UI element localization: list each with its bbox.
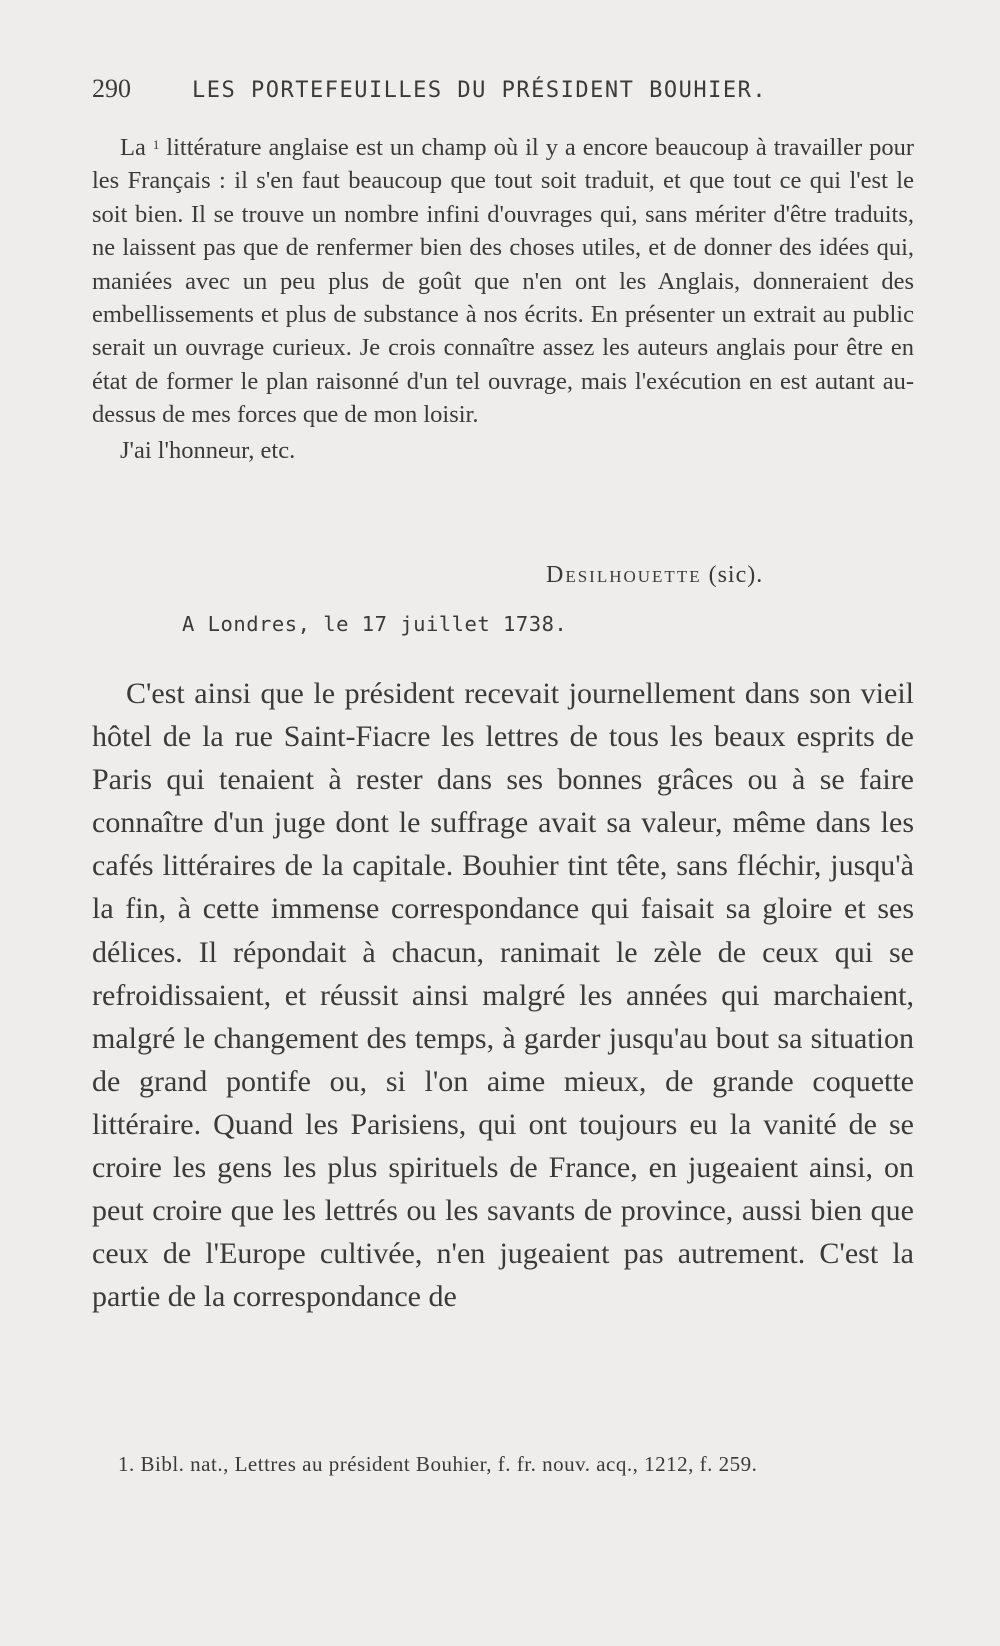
quoted-letter	[92, 128, 914, 467]
page-number: 290	[92, 74, 131, 103]
letter-place-date: A Londres, le 17 juillet 1738.	[182, 612, 568, 636]
signature-note: (sic).	[708, 562, 764, 588]
letter-body: littérature anglaise est un champ où il y a encore beaucoup à travailler pour les Français : il s'en faut beaucoup que tout soit traduit, et que tout ce qui l'est le soit bien. Il se trouve un nombre infini d'ouvrages qui, sans mériter d'être traduits, ne laissent pas que de renfermer bien des choses utiles, et de donner des idées qui, maniées avec un peu plus de goût que n'en ont les Anglais, donneraient des embellissements et plus de substance à nos écrits. En présenter un extrait au public serait un ouvrage curieux. Je crois connaître assez les auteurs anglais pour être en état de former le plan raisonné d'un tel ouvrage, mais l'exécution en est autant au-dessus de mes forces que de mon loisir.	[92, 134, 914, 429]
letter-closing: J'ai l'honneur, etc.	[120, 436, 296, 464]
running-header	[92, 74, 912, 104]
footnote-text: 1. Bibl. nat., Lettres au président Bouhier, f. fr. nouv. acq., 1212, f. 259.	[118, 1452, 758, 1476]
signature-name: Desilhouette	[546, 562, 702, 588]
running-title: LES PORTEFEUILLES DU PRÉSIDENT BOUHIER.	[192, 78, 768, 103]
footnote-reference: 1	[152, 137, 160, 152]
letter-first-word: La	[120, 134, 146, 161]
letter-signature	[546, 562, 763, 589]
footnote	[92, 1450, 914, 1479]
main-paragraph: C'est ainsi que le président recevait journellement dans son vieil hôtel de la rue Saint-Fiacre les lettres de tous les beaux esprits de Paris qui tenaient à rester dans ses bonnes grâces ou à se faire connaître d'un juge dont le suffrage avait sa valeur, même dans les cafés littéraires de la capitale. Bouhier tint tête, sans fléchir, jusqu'à la fin, à cette immense correspondance qui faisait sa gloire et ses délices. Il répondait à chacun, ranimait le zèle de ceux qui se refroidissaient, et réussit ainsi malgré les années qui marchaient, malgré le changement des temps, à garder jusqu'au bout sa situation de grand pontife ou, si l'on aime mieux, de grande coquette littéraire. Quand les Parisiens, qui ont toujours eu la vanité de se croire les gens les plus spirituels de France, en jugeaient ainsi, on peut croire que les lettrés ou les savants de province, aussi bien que ceux de l'Europe cultivée, n'en jugeaient pas autrement. C'est la partie de la correspondance de	[92, 677, 914, 1314]
main-text	[92, 672, 914, 1318]
letter-paragraph	[92, 128, 914, 432]
